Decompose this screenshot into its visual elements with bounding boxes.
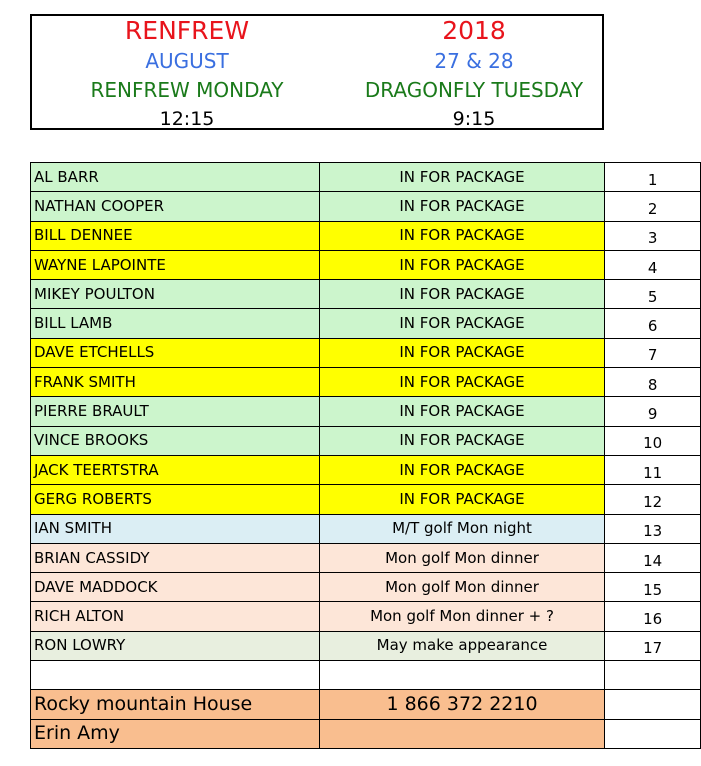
roster-row (31, 543, 701, 572)
player-number: 14 (643, 551, 663, 570)
player-number: 3 (647, 229, 658, 248)
player-number-cell[interactable] (605, 192, 701, 221)
player-name-cell[interactable]: DAVE MADDOCK (31, 573, 320, 602)
player-status-cell[interactable]: IN FOR PACKAGE (319, 221, 605, 250)
player-number-cell[interactable] (605, 221, 701, 250)
player-status-cell[interactable] (319, 661, 605, 690)
roster-row (31, 514, 701, 543)
player-number: 8 (647, 375, 658, 394)
player-name-cell[interactable]: MIKEY POULTON (31, 280, 320, 309)
roster-row (31, 690, 701, 719)
tuesday-time: 9:15 (452, 108, 496, 130)
player-status-cell[interactable]: IN FOR PACKAGE (319, 485, 605, 514)
player-number: 5 (647, 287, 658, 306)
roster-row (31, 455, 701, 484)
player-status-cell[interactable]: IN FOR PACKAGE (319, 455, 605, 484)
player-number: 10 (643, 434, 663, 453)
player-name-cell[interactable]: DAVE ETCHELLS (31, 338, 320, 367)
player-number-cell[interactable] (605, 661, 701, 690)
player-number: 13 (643, 522, 663, 541)
player-name-cell[interactable]: Erin Amy (31, 719, 320, 748)
roster-row (31, 602, 701, 631)
player-number-cell[interactable] (605, 602, 701, 631)
player-status-cell[interactable]: IN FOR PACKAGE (319, 192, 605, 221)
player-number: 9 (647, 405, 658, 424)
roster-row (31, 163, 701, 192)
player-number: 4 (647, 258, 658, 277)
player-name-cell[interactable]: JACK TEERTSTRA (31, 455, 320, 484)
player-name-cell[interactable]: FRANK SMITH (31, 368, 320, 397)
roster-row (31, 397, 701, 426)
player-status-cell[interactable]: M/T golf Mon night (319, 514, 605, 543)
event-dates: 27 & 28 (434, 49, 514, 73)
roster-row (31, 309, 701, 338)
roster-row (31, 426, 701, 455)
player-number-cell[interactable] (605, 280, 701, 309)
player-name-cell[interactable]: PIERRE BRAULT (31, 397, 320, 426)
roster-row (31, 280, 701, 309)
player-status-cell[interactable]: IN FOR PACKAGE (319, 368, 605, 397)
event-header (30, 14, 604, 130)
player-name-cell[interactable]: VINCE BROOKS (31, 426, 320, 455)
player-name-cell[interactable]: WAYNE LAPOINTE (31, 250, 320, 279)
roster-row (31, 250, 701, 279)
player-status-cell[interactable]: IN FOR PACKAGE (319, 397, 605, 426)
player-number-cell[interactable] (605, 631, 701, 660)
player-number-cell[interactable] (605, 338, 701, 367)
player-name-cell[interactable]: BILL LAMB (31, 309, 320, 338)
roster-row (31, 368, 701, 397)
player-number: 2 (647, 199, 658, 218)
player-number-cell[interactable] (605, 543, 701, 572)
player-status-cell[interactable]: IN FOR PACKAGE (319, 426, 605, 455)
player-name-cell[interactable]: BILL DENNEE (31, 221, 320, 250)
event-location-title: RENFREW (124, 16, 250, 45)
player-status-cell[interactable]: IN FOR PACKAGE (319, 163, 605, 192)
player-status-cell[interactable]: Mon golf Mon dinner (319, 543, 605, 572)
player-number-cell[interactable] (605, 485, 701, 514)
monday-course: RENFREW MONDAY (90, 78, 284, 102)
player-name-cell[interactable]: GERG ROBERTS (31, 485, 320, 514)
player-number-cell[interactable] (605, 397, 701, 426)
player-number-cell[interactable] (605, 250, 701, 279)
roster-row (31, 338, 701, 367)
player-name-cell[interactable] (31, 661, 320, 690)
player-status-cell[interactable]: IN FOR PACKAGE (319, 309, 605, 338)
player-number-cell[interactable] (605, 514, 701, 543)
roster-row (31, 192, 701, 221)
player-number: 15 (643, 580, 663, 599)
player-number-cell[interactable] (605, 163, 701, 192)
player-number-cell[interactable] (605, 455, 701, 484)
player-number-cell[interactable] (605, 426, 701, 455)
player-number: 12 (643, 492, 663, 511)
monday-time: 12:15 (159, 108, 215, 130)
roster-row (31, 221, 701, 250)
player-number: 1 (647, 170, 658, 189)
roster-row (31, 631, 701, 660)
player-number-cell[interactable] (605, 719, 701, 748)
player-status-cell[interactable]: IN FOR PACKAGE (319, 280, 605, 309)
roster-row (31, 573, 701, 602)
player-name-cell[interactable]: IAN SMITH (31, 514, 320, 543)
player-status-cell[interactable]: Mon golf Mon dinner + ? (319, 602, 605, 631)
player-number: 7 (647, 346, 658, 365)
player-number-cell[interactable] (605, 573, 701, 602)
player-number-cell[interactable] (605, 690, 701, 719)
event-year: 2018 (442, 16, 506, 45)
event-month: AUGUST (145, 49, 229, 73)
player-status-cell[interactable]: Mon golf Mon dinner (319, 573, 605, 602)
player-number: 16 (643, 610, 663, 629)
roster-row (31, 485, 701, 514)
player-name-cell[interactable]: BRIAN CASSIDY (31, 543, 320, 572)
player-number-cell[interactable] (605, 368, 701, 397)
player-status-cell[interactable]: May make appearance (319, 631, 605, 660)
player-name-cell[interactable]: AL BARR (31, 163, 320, 192)
player-status-cell[interactable]: IN FOR PACKAGE (319, 250, 605, 279)
player-status-cell[interactable] (319, 719, 605, 748)
player-status-cell[interactable]: 1 866 372 2210 (319, 690, 605, 719)
player-name-cell[interactable]: RICH ALTON (31, 602, 320, 631)
player-number: 17 (643, 639, 663, 658)
player-name-cell[interactable]: NATHAN COOPER (31, 192, 320, 221)
player-number: 11 (643, 463, 663, 482)
player-name-cell[interactable]: Rocky mountain House (31, 690, 320, 719)
tuesday-course: DRAGONFLY TUESDAY (364, 78, 584, 102)
roster-row (31, 719, 701, 748)
roster-row (31, 661, 701, 690)
player-number: 6 (647, 317, 658, 336)
player-name-cell[interactable]: RON LOWRY (31, 631, 320, 660)
player-roster-table (30, 162, 701, 749)
player-status-cell[interactable]: IN FOR PACKAGE (319, 338, 605, 367)
player-number-cell[interactable] (605, 309, 701, 338)
